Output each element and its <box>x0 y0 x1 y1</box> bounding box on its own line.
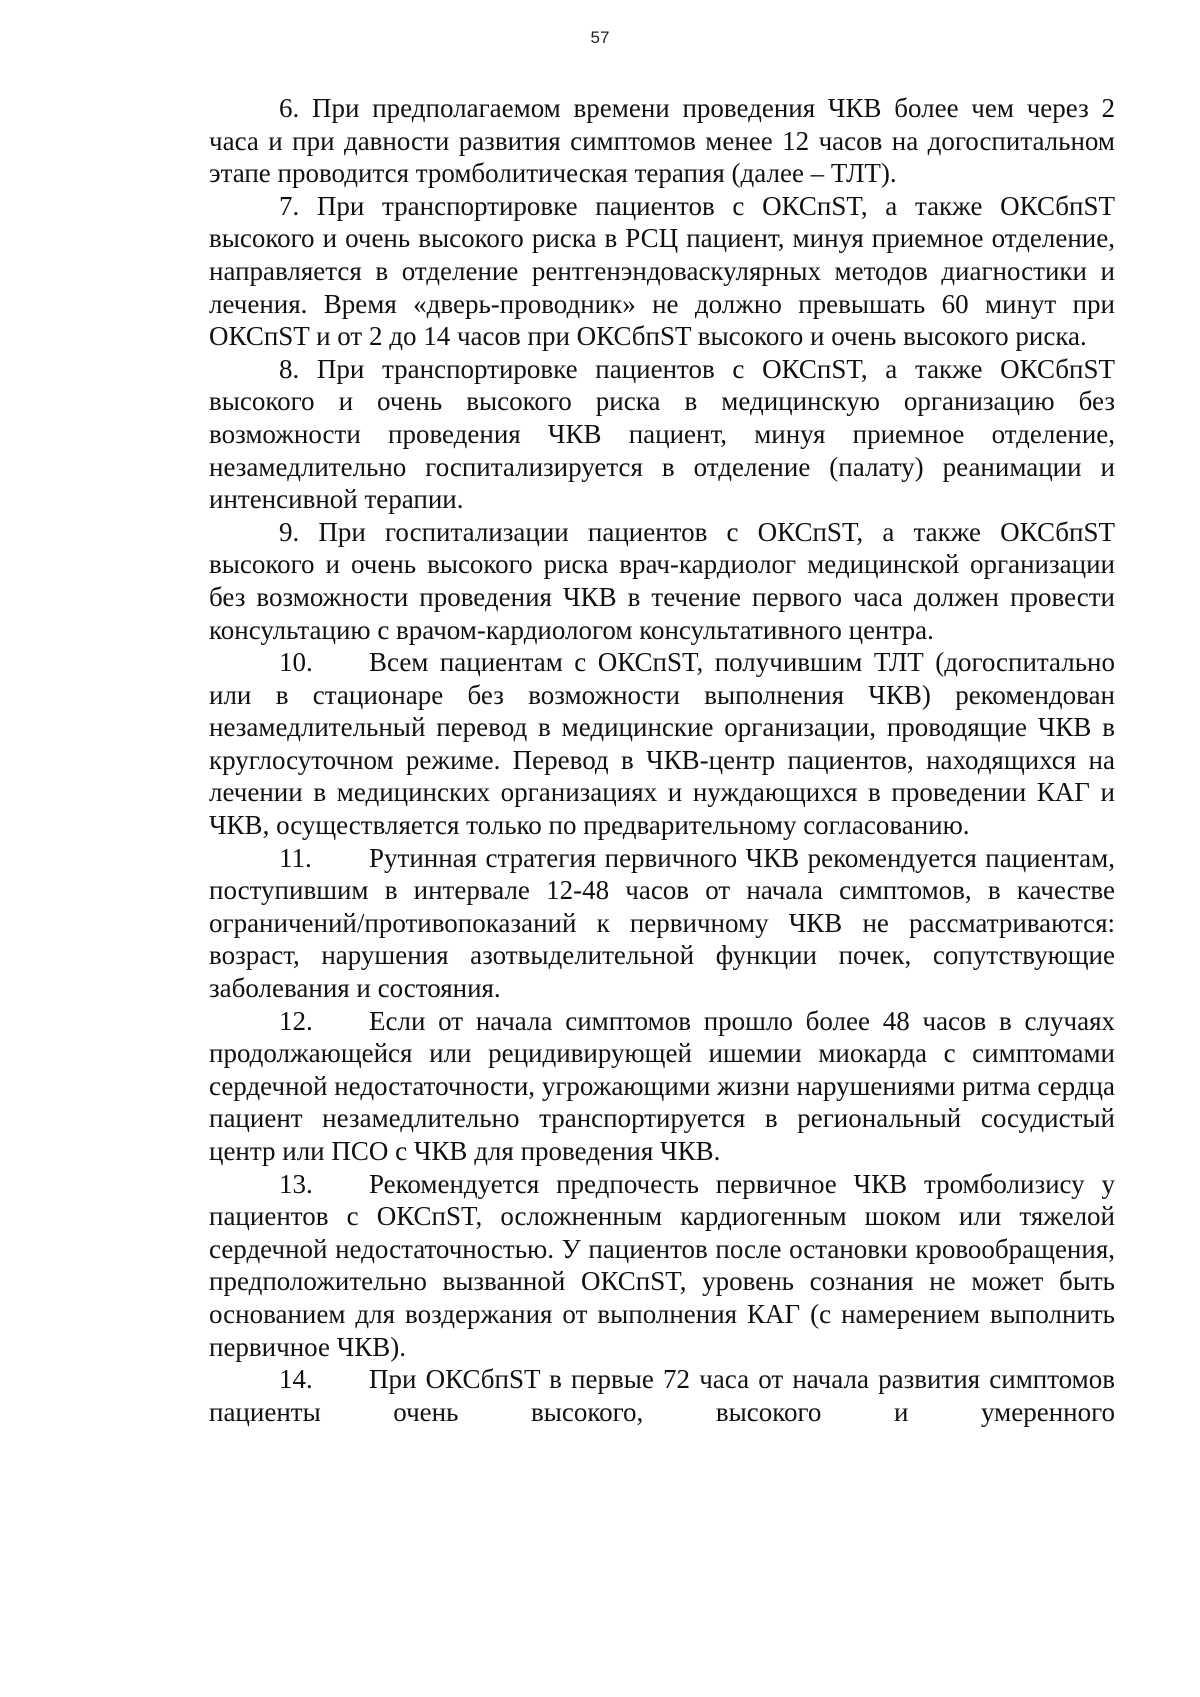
paragraph-number: 14. <box>279 1364 313 1395</box>
paragraph-text: Рекомендуется предпочесть первичное ЧКВ тромболизису у пациентов с ОКСпST, осложненным кардиогенным шоком или тяжелой сердечной недостаточностью. У пациентов после остановки кровообращения, предположительно вызванной ОКСпST, уровень сознания не может быть основанием для воздержания от выполнения КАГ (с намерением выполнить первичное ЧКВ). <box>209 1168 1115 1362</box>
paragraph-text: При транспортировке пациентов с ОКСпST, а также ОКСбпST высокого и очень высокого риска в медицинскую организацию без возможности проведения ЧКВ пациент, минуя приемное отделение, незамедлительно госпитализируется в отделение (палату) реанимации и интенсивной терапии. <box>209 353 1115 515</box>
paragraph-10 <box>209 646 1115 842</box>
paragraph-13 <box>209 1168 1115 1364</box>
paragraph-12 <box>209 1005 1115 1168</box>
paragraph-11 <box>209 842 1115 1005</box>
paragraph-text: При госпитализации пациентов с ОКСпST, а также ОКСбпST высокого и очень высокого риска врач-кардиолог медицинской организации без возможности проведения ЧКВ в течение первого часа должен провести консультацию с врачом-кардиологом консультативного центра. <box>209 516 1116 645</box>
paragraph-number: 6. <box>279 93 300 123</box>
paragraph-14 <box>209 1363 1115 1428</box>
paragraph-7 <box>209 190 1115 353</box>
paragraph-text: При транспортировке пациентов с ОКСпST, а также ОКСбпST высокого и очень высокого риска в РСЦ пациент, минуя приемное отделение, направляется в отделение рентгенэндоваскулярных методов диагностики и лечения. Время «дверь-проводник» не должно превышать 60 минут при ОКСпST и от 2 до 14 часов при ОКСбпST высокого и очень высокого риска. <box>209 190 1115 352</box>
document-body <box>209 92 1115 1428</box>
page-number: 57 <box>590 28 610 47</box>
paragraph-number: 8. <box>279 353 300 384</box>
paragraph-number: 9. <box>279 516 300 547</box>
paragraph-text: Рутинная стратегия первичного ЧКВ рекомендуется пациентам, поступившим в интервале 12-48 часов от начала симптомов, в качестве ограничений/противопоказаний к первичному ЧКВ не рассматриваются: возраст, нарушения азотвыделительной функции почек, сопутствующие заболевания и состояния. <box>209 842 1115 1004</box>
paragraph-9 <box>209 516 1115 646</box>
paragraph-6 <box>209 92 1115 190</box>
paragraph-number: 11. <box>279 842 312 873</box>
paragraph-number: 7. <box>279 190 300 221</box>
paragraph-text: Всем пациентам с ОКСпST, получившим ТЛТ (догоспитально или в стационаре без возможности выполнения ЧКВ) рекомендован незамедлительный перевод в медицинские организации, проводящие ЧКВ в круглосуточном режиме. Перевод в ЧКВ-центр пациентов, находящихся на лечении в медицинских организациях и нуждающихся в проведении КАГ и ЧКВ, осуществляется только по предварительному согласованию. <box>209 647 1115 841</box>
paragraph-text: При ОКСбпST в первые 72 часа от начала развития симптомов пациенты очень высокого, высокого и умеренного <box>209 1364 1115 1427</box>
paragraph-number: 12. <box>279 1005 313 1036</box>
paragraph-number: 10. <box>279 647 313 678</box>
paragraph-text: Если от начала симптомов прошло более 48 часов в случаях продолжающейся или рецидивирующей ишемии миокарда с симптомами сердечной недостаточности, угрожающими жизни нарушениями ритма сердца пациент незамедлительно транспортируется в региональный сосудистый центр или ПСО с ЧКВ для проведения ЧКВ. <box>209 1005 1115 1166</box>
paragraph-text: При предполагаемом времени проведения ЧКВ более чем через 2 часа и при давности развития симптомов менее 12 часов на догоспитальном этапе проводится тромболитическая терапия (далее – ТЛТ). <box>209 93 1115 189</box>
paragraph-8 <box>209 353 1115 516</box>
paragraph-number: 13. <box>279 1168 313 1199</box>
